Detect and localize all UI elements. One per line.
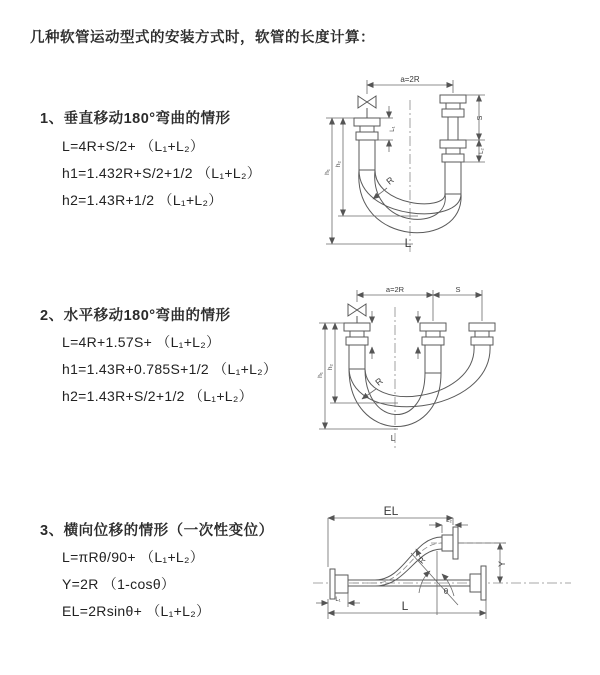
dim-label-r: R <box>416 555 428 566</box>
diagram-lateral-displacement <box>303 503 600 658</box>
diagram-horizontal-180-bend <box>308 283 600 458</box>
right-pipe <box>469 323 495 345</box>
dim-label-h2: h₂ <box>335 160 342 168</box>
section-1-heading: 1、垂直移动180°弯曲的情形 <box>40 111 231 127</box>
dim-label-s: S <box>477 115 484 121</box>
dim-label-y: Y <box>497 560 507 568</box>
left-pipe <box>354 96 380 170</box>
section-2-formula-h1: h1=1.43R+0.785S+1/2 （L₁+L₂） <box>62 361 278 377</box>
diagram-vertical-180-bend <box>313 72 593 264</box>
section-3-heading: 3、横向位移的情形（一次性变位） <box>40 523 274 539</box>
dim-label-l2: L₂ <box>446 518 452 524</box>
dim-label-l: L <box>401 599 409 613</box>
middle-pipe <box>420 323 446 373</box>
curved-hose <box>348 537 442 586</box>
left-pipe <box>344 304 370 369</box>
dim-label-r: R <box>373 375 385 388</box>
braided-hose <box>425 345 441 373</box>
dim-label-r: R <box>384 174 396 187</box>
braided-hose <box>359 140 375 170</box>
dim-label-a2r: a=2R <box>400 75 420 84</box>
right-pipe <box>440 95 466 194</box>
hose-curves <box>349 345 490 427</box>
braided-hose <box>349 345 365 369</box>
dim-label-s: S <box>455 285 461 294</box>
dim-label-l1: L₁ <box>335 597 341 603</box>
page-title: 几种软管运动型式的安装方式时，软管的长度计算： <box>30 30 375 46</box>
dim-label-l2: L₂ <box>479 148 485 154</box>
section-3-formula-L: L=πRθ/90+ （L₁+L₂） <box>62 549 205 565</box>
section-2-heading: 2、水平移动180°弯曲的情形 <box>40 308 231 324</box>
valve-icon <box>348 304 366 316</box>
dim-label-l: L <box>390 434 396 443</box>
section-2-formula-L: L=4R+1.57S+ （L₁+L₂） <box>62 334 221 350</box>
dimension-lines <box>319 290 482 429</box>
section-3-formula-Y: Y=2R （1-cosθ） <box>62 576 176 592</box>
dim-label-h1: h₁ <box>317 372 324 378</box>
dim-label-l1: L₁ <box>390 126 396 132</box>
dimension-lines <box>326 80 485 244</box>
valve-icon <box>358 96 376 108</box>
braided-hose <box>445 162 461 194</box>
right-flange <box>470 566 486 600</box>
dim-label-a2r: a=2R <box>385 285 405 294</box>
dim-label-h2: h₂ <box>327 363 334 371</box>
dim-label-l: L <box>404 236 412 250</box>
left-flange <box>330 569 348 599</box>
section-1-formula-h2: h2=1.43R+1/2 （L₁+L₂） <box>62 192 223 208</box>
section-3-formula-EL: EL=2Rsinθ+ （L₁+L₂） <box>62 603 211 619</box>
section-2-formula-h2: h2=1.43R+S/2+1/2 （L₁+L₂） <box>62 388 253 404</box>
section-1-formula-h1: h1=1.432R+S/2+1/2 （L₁+L₂） <box>62 165 262 181</box>
section-1-formula-L: L=4R+S/2+ （L₁+L₂） <box>62 138 205 154</box>
dim-label-el: EL <box>383 504 399 518</box>
dimension-lines <box>316 518 506 619</box>
upper-flange <box>442 527 458 559</box>
dim-label-theta: θ <box>443 587 449 596</box>
dim-label-h1: h₁ <box>324 169 331 175</box>
